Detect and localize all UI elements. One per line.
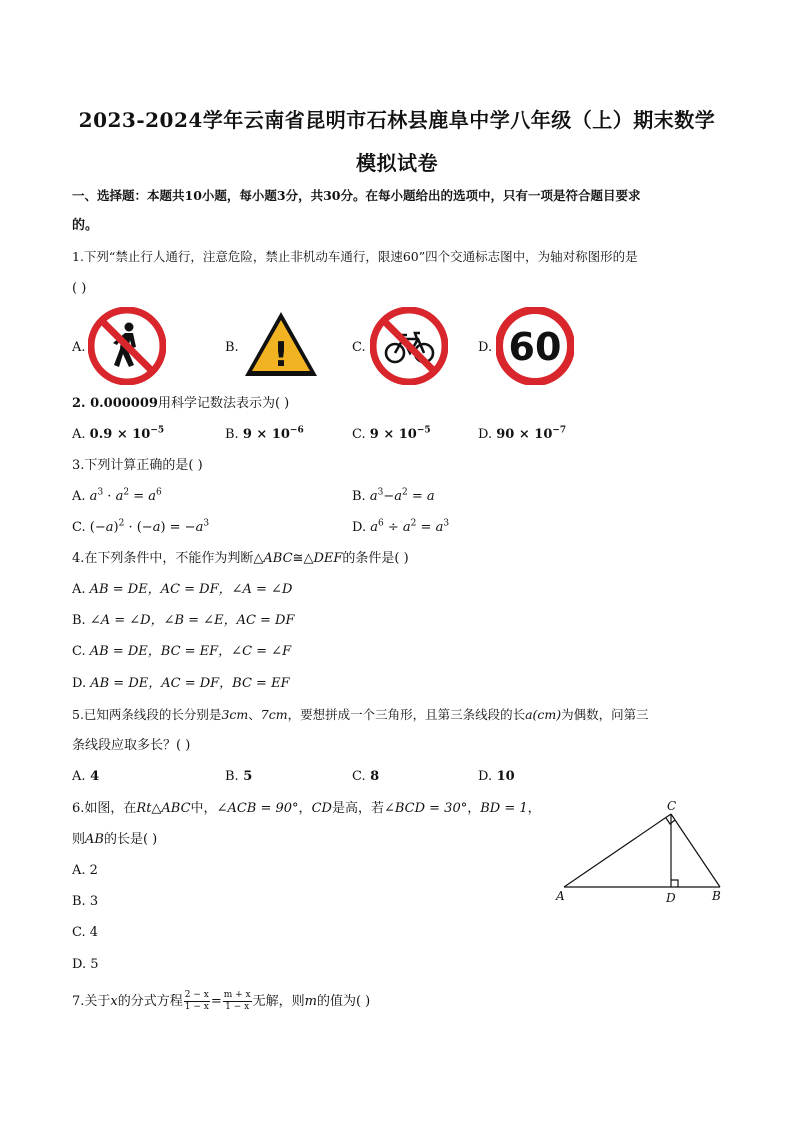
q5-option-a-value: 4 <box>90 769 100 784</box>
q1-option-a-label: A. <box>72 340 86 355</box>
q3-option-c: C. $(-a)^2 \cdot (-a) = -a^3$ <box>72 518 210 535</box>
exam-title-line1: 2023-2024学年云南省昆明市石林县鹿阜中学八年级（上）期末数学 <box>78 108 716 132</box>
q6-option-c-label: C. <box>72 925 86 940</box>
q5-option-d-label: D. <box>478 769 493 784</box>
q3-d-exp3: 3 <box>443 518 450 529</box>
q2-option-c-label: C. <box>352 427 366 442</box>
q6-option-a-label: A. <box>72 863 86 878</box>
q7-stem <box>72 990 370 1013</box>
q7-rhs-numerator: m + x <box>223 990 251 1000</box>
q3-b-rhs: a <box>426 489 435 504</box>
q3-option-d: D. $a^6 \div a^2 = a^3$ <box>352 518 450 535</box>
q2-option-d <box>478 425 566 445</box>
q5-option-b-label: B. <box>225 769 239 784</box>
right-angle-mark-d <box>671 880 678 887</box>
q7-stem-a: 7.关于 <box>72 994 111 1009</box>
q6-stem-d: 则 <box>72 832 86 847</box>
q6-triangle-figure <box>548 796 728 908</box>
q3-stem: 3.下列计算正确的是( ) <box>72 458 203 473</box>
q3-b-exp1: 3 <box>377 487 384 498</box>
q2-option-b-coef: 9 × 10 <box>242 427 290 442</box>
q6-ab: AB <box>85 832 104 847</box>
q6-stem-b: 中， <box>190 801 217 816</box>
q5-option-b-value: 5 <box>243 769 253 784</box>
side-bc <box>671 814 720 887</box>
q7-rhs-fraction <box>223 990 252 1013</box>
no-bicycle-sign-icon <box>370 307 448 385</box>
q6-cond-bd: BD = 1 <box>480 801 528 816</box>
q7-lhs-numerator: 2 − x <box>184 990 209 1000</box>
q3-option-c-label: C. <box>72 520 86 535</box>
q4-option-a-label: A. <box>72 582 86 597</box>
q4-option-c-label: C. <box>72 644 86 659</box>
warning-danger-sign-icon <box>243 310 319 378</box>
q5-option-c-value: 8 <box>370 769 380 784</box>
q3-option-a-label: A. <box>72 489 86 504</box>
q6-option-b-label: B. <box>72 894 86 909</box>
q2-option-c-coef: 9 × 10 <box>369 427 417 442</box>
q3-b-exp2: 2 <box>402 487 408 498</box>
vertex-label-c: C <box>667 799 677 813</box>
q3-c-exp1: 2 <box>118 518 125 529</box>
q6-option-d <box>72 955 99 975</box>
q6-comma3: ， <box>527 801 541 816</box>
q5-var: a(cm) <box>525 707 562 722</box>
q7-var-m: m <box>304 994 317 1009</box>
no-pedestrian-sign-icon <box>88 307 166 385</box>
q7-stem-d: 的值为( ) <box>316 994 371 1009</box>
section1-instructions-line1: 一、选择题：本题共10小题，每小题3分，共30分。在每小题给出的选项中，只有一项是符合题目要求 <box>72 188 641 203</box>
q2-option-a <box>72 425 164 445</box>
q6-option-a-value: 2 <box>89 863 98 878</box>
q1-option-c-label: C. <box>352 340 366 355</box>
q2-stem <box>72 394 289 414</box>
q5-len1: 3cm <box>221 707 249 722</box>
vertex-label-d: D <box>666 891 676 905</box>
q2-option-d-exp: −7 <box>552 425 567 436</box>
q4-option-b <box>72 611 295 631</box>
side-ac <box>564 814 671 887</box>
q3-d-exp1: 6 <box>378 518 384 529</box>
q4-option-b-label: B. <box>72 613 86 628</box>
q2-option-d-coef: 90 × 10 <box>496 427 553 442</box>
q4-stem-a: 4.在下列条件中，不能作为判断 <box>72 551 254 566</box>
q6-option-c <box>72 923 98 943</box>
q7-rhs-denominator: 1 − x <box>225 1002 250 1012</box>
q6-option-c-value: 4 <box>89 925 99 940</box>
q5-stem-c: 为偶数，问第三 <box>561 707 649 722</box>
q6-stem-a: 6.如图，在 <box>72 801 137 816</box>
q4-option-a-text: AB = DE，AC = DF，∠A = ∠D <box>89 582 293 597</box>
q2-option-a-coef: 0.9 × 10 <box>89 427 151 442</box>
q4-triangle-abc: △ABC <box>253 551 293 566</box>
q4-stem-b: 的条件是( ) <box>342 551 409 566</box>
q6-option-a <box>72 861 98 881</box>
q1-stem-line2: ( ) <box>72 281 87 296</box>
q6-comma2: ， <box>467 801 481 816</box>
q7-stem-c: 无解，则 <box>252 994 305 1009</box>
q3-option-b: B. $a^3-a^2 = a$ <box>352 487 435 504</box>
q7-stem-b: 的分式方程 <box>117 994 183 1009</box>
q6-option-d-label: D. <box>72 957 87 972</box>
vertex-label-a: A <box>556 889 565 903</box>
q4-option-d <box>72 674 290 694</box>
q5-option-a-label: A. <box>72 769 86 784</box>
q5-option-d-value: 10 <box>496 769 515 784</box>
q2-stem-text: 用科学记数法表示为( ) <box>157 396 290 411</box>
q4-option-a <box>72 580 292 600</box>
q4-option-b-text: ∠A = ∠D，∠B = ∠E，AC = DF <box>89 613 295 628</box>
q6-stem-line1 <box>72 799 541 819</box>
q1-option-b-label: B. <box>225 340 239 355</box>
q7-lhs-denominator: 1 − x <box>184 1002 209 1012</box>
section1-instructions-line2: 的。 <box>72 218 99 233</box>
warning-exclamation: ! <box>273 335 289 375</box>
q3-option-b-label: B. <box>352 489 366 504</box>
q3-d-exp2: 2 <box>410 518 417 529</box>
q3-a-exp1: 3 <box>97 487 104 498</box>
q2-option-b-exp: −6 <box>289 425 304 436</box>
q1-option-d-label: D. <box>478 340 493 355</box>
speed-limit-60-sign-icon <box>496 307 574 385</box>
q6-stem-e: 的长是( ) <box>103 832 158 847</box>
q5-option-d <box>478 767 515 787</box>
q6-stem-line2 <box>72 830 157 850</box>
q5-stem-b: ，要想拼成一个三角形，且第三条线段的长 <box>287 707 526 722</box>
q7-equals: = <box>210 994 222 1009</box>
q5-option-c-label: C. <box>352 769 366 784</box>
q5-stem-line1 <box>72 705 649 725</box>
q1-stem-line1: 1.下列“禁止行人通行，注意危险，禁止非机动车通行，限速60”四个交通标志图中，为轴对称图形的是 <box>72 249 638 264</box>
q5-option-c <box>352 767 379 787</box>
q6-option-d-value: 5 <box>90 957 99 972</box>
q7-lhs-fraction <box>184 990 210 1013</box>
q2-option-d-label: D. <box>478 427 493 442</box>
q4-congruent-symbol: ≅ <box>292 551 304 566</box>
exam-title-line2: 模拟试卷 <box>356 151 438 175</box>
vertex-label-b: B <box>712 889 721 903</box>
q5-len2: 7cm <box>260 707 288 722</box>
q3-a-exp3: 6 <box>156 487 162 498</box>
q5-stem-a: 5.已知两条线段的长分别是 <box>72 707 222 722</box>
q6-rt-triangle: Rt△ABC <box>136 801 191 816</box>
q2-number: 2. 0.000009 <box>72 396 158 411</box>
q6-cond-angle-bcd: ∠BCD = 30° <box>383 801 468 816</box>
q6-cond-angle-acb: ∠ACB = 90° <box>216 801 299 816</box>
q5-stem-line2: 条线段应取多长？( ) <box>72 738 191 753</box>
q3-a-exp2: 2 <box>123 487 130 498</box>
q2-option-c <box>352 425 431 445</box>
q4-option-d-label: D. <box>72 676 87 691</box>
q4-option-c-text: AB = DE，BC = EF，∠C = ∠F <box>89 644 292 659</box>
q2-option-a-exp: −5 <box>150 425 165 436</box>
q7-var-x: x <box>110 994 118 1009</box>
q6-comma1: ， <box>298 801 312 816</box>
q4-triangle-def: △DEF <box>303 551 343 566</box>
q2-option-b <box>225 425 304 445</box>
q3-option-a: A. $a^3 \cdot a^2 = a^6$ <box>72 487 162 504</box>
q6-option-b <box>72 892 98 912</box>
q5-option-a <box>72 767 99 787</box>
q6-option-b-value: 3 <box>89 894 99 909</box>
q3-c-exp2: 3 <box>203 518 210 529</box>
speed-limit-number: 60 <box>508 325 562 369</box>
q4-option-d-text: AB = DE，AC = DF，BC = EF <box>90 676 290 691</box>
q5-option-b <box>225 767 252 787</box>
q2-option-a-label: A. <box>72 427 86 442</box>
q4-stem <box>72 549 409 569</box>
q3-option-d-label: D. <box>352 520 367 535</box>
q6-stem-c: 是高，若 <box>331 801 384 816</box>
q4-option-c <box>72 642 291 662</box>
q5-sep: 、 <box>248 707 261 722</box>
q2-option-b-label: B. <box>225 427 239 442</box>
q6-cd: CD <box>311 801 332 816</box>
q2-option-c-exp: −5 <box>416 425 431 436</box>
